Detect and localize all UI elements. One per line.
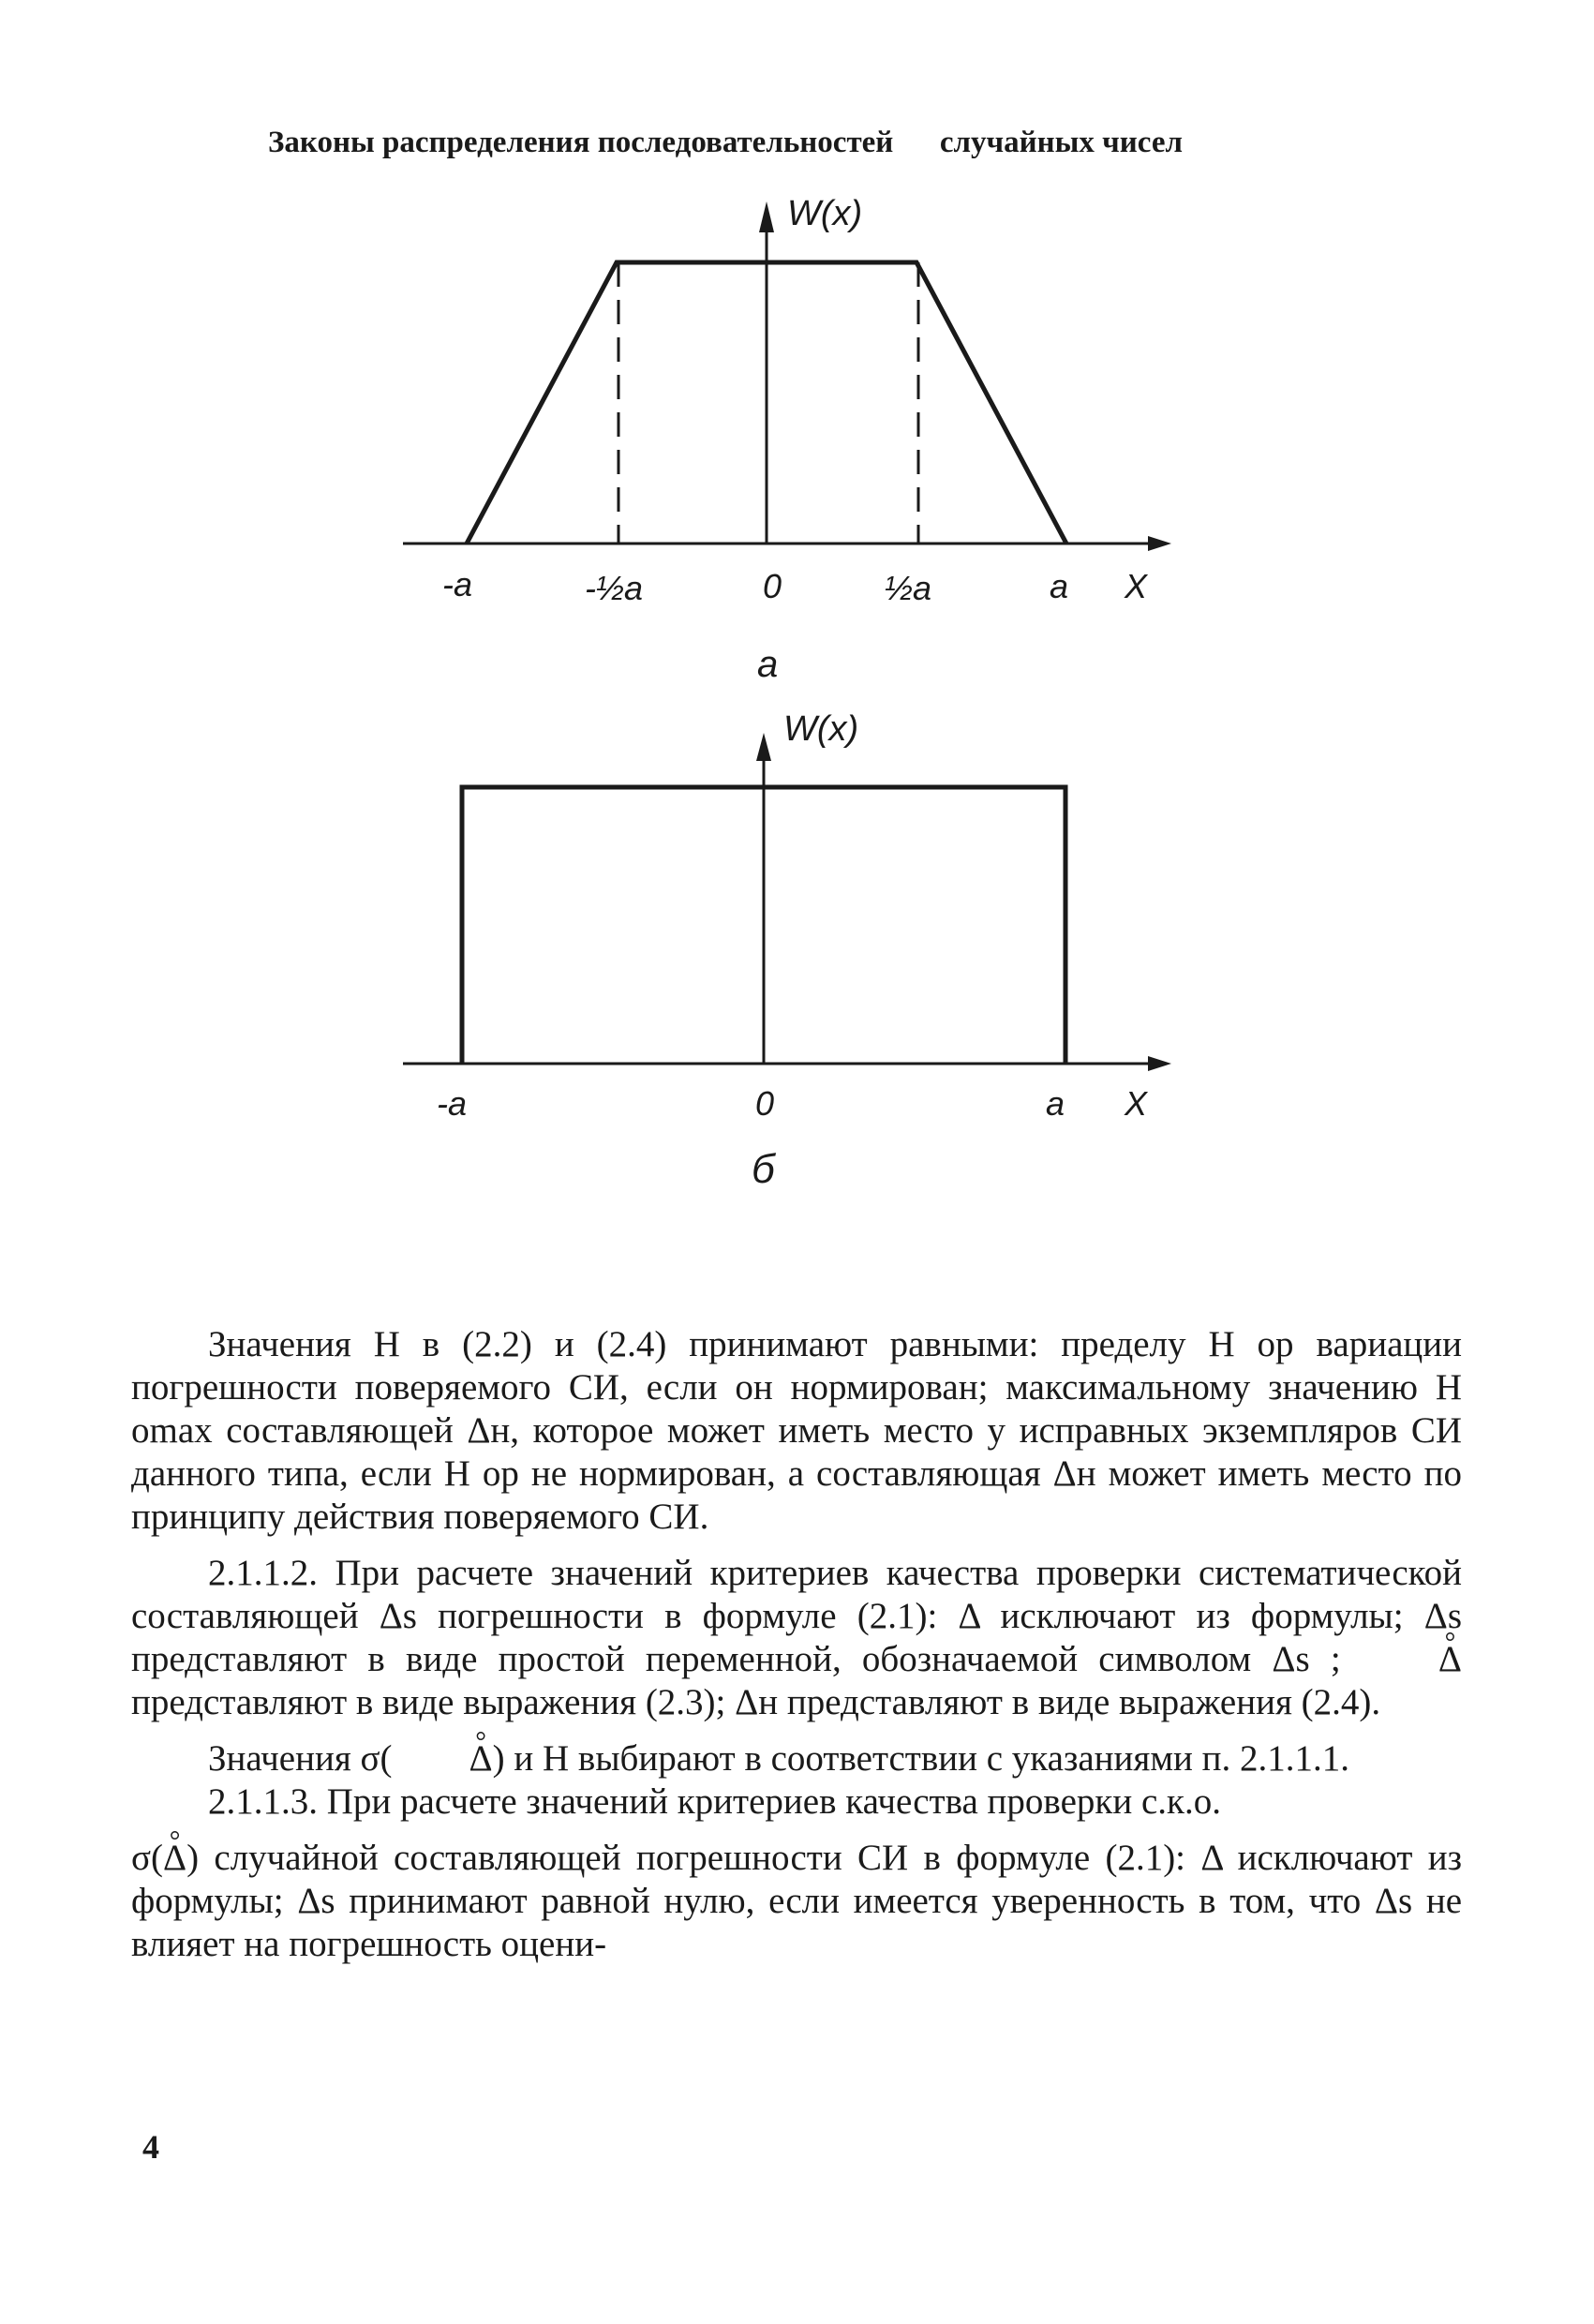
paragraph-5-part-2: ) случайной составляющей погрешности СИ в формуле (2.1): Δ исключают из формулы; Δs принимают равной нулю, если имеется уверенность в том, что Δs не влияет на погрешность оцени- [131,1838,1462,1964]
paragraph-2-part-1: 2.1.1.2. При расчете значений критериев качества проверки систематической составляющей Δs погрешности в формуле (2.1): Δ исключают из формулы; Δs представляют в виде простой переменной, обозначаемой символом Δs ; [131,1553,1462,1679]
delta-ring-symbol: ° Δ [393,1737,493,1780]
y-axis-label: W(x) [787,194,863,233]
tick-label-neg-half-a: -½a [585,569,644,607]
paragraph-5 [131,1837,1462,1966]
x-axis-arrow [1148,1056,1171,1071]
figure-caption: a [757,644,779,685]
x-axis-label: X [1125,567,1148,605]
figure-b-rectangle [0,712,1594,1199]
tick-label-a: a [1046,1084,1065,1123]
paragraph-5-part-1: σ( [131,1838,164,1878]
tick-label-neg-a: -a [437,1084,468,1123]
header-title-right: случайных чисел [939,126,1183,159]
paragraph-2 [131,1552,1462,1724]
paragraph-2-part-2: представляют в виде выражения (2.3); Δн представляют в виде выражения (2.4). [131,1682,1381,1722]
x-axis-label: X [1125,1084,1148,1123]
paragraph-3-part-1: Значения σ( [208,1738,393,1779]
running-header [268,126,1327,160]
paragraph-4: 2.1.1.3. При расчете значений критериев качества проверки с.к.о. [208,1781,1221,1822]
body-text [131,1323,1462,1966]
y-axis-arrow [756,733,771,761]
figure-caption: б [752,1146,775,1192]
paragraph-1: Значения H в (2.2) и (2.4) принимают равными: пределу H ор вариации погрешности поверяемого СИ, если он нормирован; максимальному значению H omax составляющей Δн, которое может иметь место у исправных экземпляров СИ данного типа, если H ор не нормирован, а составляющая Δн может иметь место по принципу действия поверяемого СИ. [131,1324,1462,1537]
y-axis-arrow [759,201,774,232]
tick-label-half-a: ½a [885,569,932,607]
paragraph-3 [131,1737,1462,1780]
tick-label-a: a [1050,567,1069,605]
x-axis-arrow [1148,536,1171,551]
tick-label-neg-a: -a [442,565,473,603]
tick-label-zero: 0 [763,567,782,605]
delta-ring-symbol: ° Δ [1362,1638,1462,1681]
paragraph-3-part-2: ) и H выбирают в соответствии с указаниями п. 2.1.1.1. [492,1738,1350,1779]
delta-ring-symbol: ° Δ [163,1837,186,1880]
header-title-left: Законы распределения последовательностей [268,126,894,159]
figure-a-trapezoid [0,187,1594,712]
tick-label-zero: 0 [755,1084,775,1123]
y-axis-label: W(x) [783,712,859,749]
page-number: 4 [142,2128,159,2166]
